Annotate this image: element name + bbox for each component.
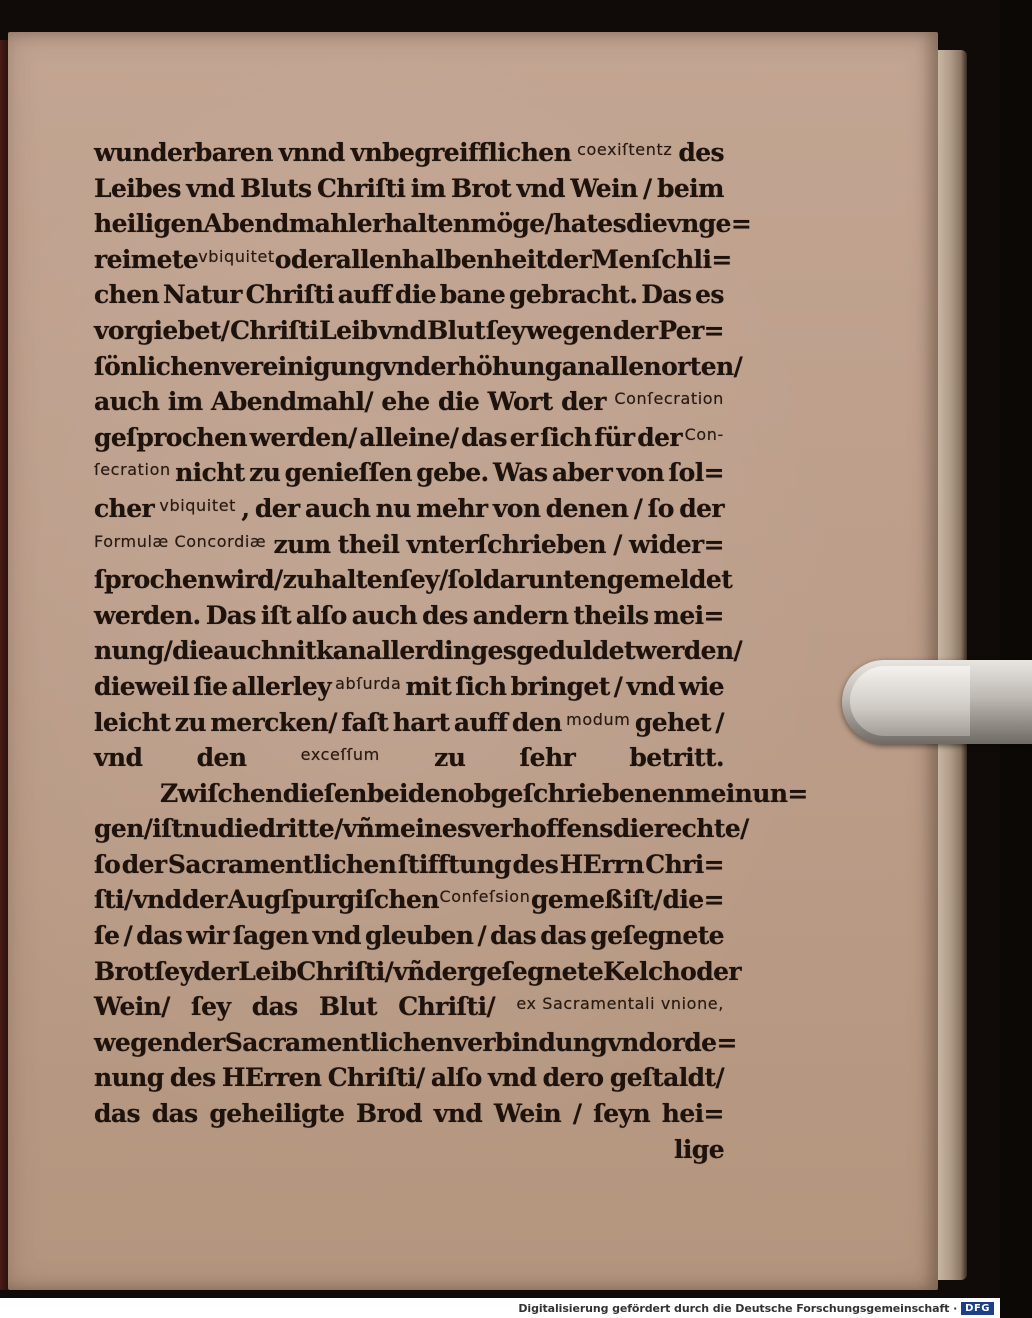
word: ſey (154, 956, 194, 986)
word: vereinigung (220, 351, 383, 381)
word: gehet (634, 707, 711, 737)
word: wird (214, 565, 275, 595)
word: vnd (312, 921, 361, 951)
word: Natur (162, 280, 242, 310)
word: gemeldet (606, 565, 733, 595)
word: Brod (356, 1099, 423, 1129)
word: meines (374, 814, 471, 844)
word: nu (375, 493, 411, 523)
word: verhoffens (470, 814, 613, 844)
word: Chriſti (230, 315, 319, 345)
word: meinun= (684, 778, 808, 808)
word: / (274, 565, 283, 595)
word: Leib (319, 315, 378, 345)
latin-term: Con- (684, 424, 724, 444)
word: des (512, 849, 559, 879)
word: zum (273, 529, 331, 559)
text-line (94, 1025, 737, 1061)
word: / (613, 671, 623, 701)
word: mehr (416, 493, 488, 523)
word: oder (680, 956, 741, 986)
word: beim (656, 173, 724, 203)
word: das (136, 921, 183, 951)
word: verbindung (453, 1027, 608, 1057)
word: vnd (377, 315, 427, 345)
word: gebe. (416, 458, 489, 488)
word: die (394, 280, 437, 310)
word: ſol (447, 565, 483, 595)
word: Das (641, 280, 692, 310)
word: den (511, 707, 562, 737)
word: , (241, 493, 250, 523)
word: ſie (193, 671, 228, 701)
word: ſo (647, 493, 674, 523)
word: allenhalbenheit (335, 244, 547, 274)
word: alleine/ (359, 422, 459, 452)
word: rechte/ (653, 814, 749, 844)
word: / (715, 707, 724, 737)
word: vnterſchrieben (406, 529, 606, 559)
word: erhöhung (430, 351, 562, 381)
book-page (8, 32, 938, 1290)
word: ſich (540, 422, 592, 452)
word: nicht (175, 458, 245, 488)
word: vnge= (667, 209, 752, 239)
word: orde= (655, 1027, 737, 1057)
word: das (94, 1099, 140, 1129)
word: Das (205, 600, 256, 630)
word: hei= (661, 1099, 724, 1129)
word: vnd (433, 1099, 483, 1129)
word: der (561, 387, 606, 417)
word: / (643, 173, 652, 203)
word: die (438, 387, 480, 417)
word: Menſchli= (591, 244, 732, 274)
word: bane (439, 280, 506, 310)
word: zu (282, 565, 314, 595)
word: ſtifftung (397, 849, 512, 879)
word: oder (274, 244, 336, 274)
latin-term: ſecration (94, 460, 171, 480)
word: ſich (455, 671, 507, 701)
text-line (94, 384, 724, 420)
word: der (612, 315, 658, 345)
word: geſprochen (94, 422, 247, 452)
word: ſeyn (593, 1099, 651, 1129)
word: die= (662, 885, 724, 915)
word: das (490, 921, 537, 951)
word: das (540, 921, 587, 951)
word: mercken/ (210, 707, 337, 737)
text-block (94, 135, 808, 1167)
catchword-line (94, 1132, 724, 1168)
latin-term: Conſecration (614, 389, 724, 409)
text-line (94, 1096, 724, 1132)
word: wunderbaren (94, 138, 273, 167)
word: iſt (260, 600, 291, 630)
word: wegen (525, 315, 612, 345)
word: gemeß (531, 885, 623, 915)
text-line (94, 776, 808, 812)
word: / (477, 921, 487, 951)
word: Abendmahl (203, 209, 357, 239)
text-line (94, 669, 724, 705)
word: vnd (94, 743, 143, 773)
word: dinges (427, 636, 517, 666)
text-line (94, 527, 724, 563)
dfg-logo: DFG (961, 1302, 994, 1315)
word: des (678, 138, 724, 167)
text-line (94, 206, 752, 242)
word: Blut (318, 992, 377, 1022)
word: des (169, 1063, 216, 1093)
word: werden. (94, 600, 201, 630)
word: an (561, 351, 595, 381)
word: leicht (94, 707, 171, 737)
word: er (509, 422, 538, 452)
word: zu (249, 458, 281, 488)
word: Chriſti/ (398, 992, 496, 1022)
word: denen (545, 493, 629, 523)
text-line (94, 242, 732, 278)
text-line (94, 740, 724, 776)
word: Chriſti/ (327, 1063, 425, 1093)
word: auch (351, 600, 418, 630)
word: faſt (341, 707, 389, 737)
word: betritt. (629, 743, 724, 773)
word: heiligen (94, 209, 204, 239)
text-line (94, 277, 724, 313)
word: Zwiſchen (160, 778, 283, 808)
word: von (616, 458, 665, 488)
word: ehe (381, 387, 430, 417)
word: theil (337, 529, 400, 559)
word: werden/ (249, 422, 357, 452)
word: Abendmahl/ (211, 387, 373, 417)
word: / (123, 921, 133, 951)
word: geſegnete (590, 921, 724, 951)
word: zu (174, 707, 206, 737)
word: obgeſchriebenen (457, 778, 685, 808)
latin-term: Confeſsion (439, 887, 531, 907)
word: die (612, 814, 654, 844)
binding-edge (0, 40, 8, 1290)
footer-strip (0, 1298, 1000, 1318)
word: geheiligte (209, 1099, 345, 1129)
word: der (180, 1027, 225, 1057)
word: von (492, 493, 541, 523)
word: nit (278, 636, 317, 666)
word: reimete (94, 244, 199, 274)
word: Sacramentlichen (224, 1027, 454, 1057)
word: der (679, 493, 724, 523)
word: vnbegreifflichen (350, 138, 572, 167)
text-line (94, 847, 724, 883)
word: orten/ (661, 351, 743, 381)
word: Kelch (603, 956, 681, 986)
word: Wein/ (94, 992, 170, 1022)
text-line (94, 1060, 724, 1096)
word: der (424, 956, 470, 986)
text-line (94, 811, 749, 847)
word: Brot (94, 956, 155, 986)
word: der (546, 244, 592, 274)
word: iſt/ (623, 885, 662, 915)
word: vnd (626, 671, 675, 701)
latin-term: coexiſtentz (577, 140, 673, 159)
text-line (94, 171, 724, 207)
word: der (254, 493, 300, 523)
word: geſegnete (469, 956, 604, 986)
word: Blut (427, 315, 486, 345)
word: vnd (607, 1027, 656, 1057)
word: vorgiebet/ (94, 315, 230, 345)
word: chen (94, 280, 160, 310)
text-line (94, 135, 724, 171)
text-line (94, 349, 743, 385)
word: im (410, 173, 446, 203)
word: HErrn (559, 849, 644, 879)
word: ſprochen (94, 565, 215, 595)
text-line (94, 562, 733, 598)
word: gebracht. (508, 280, 638, 310)
word: auff (453, 707, 508, 737)
word: es (695, 280, 724, 310)
word: vñ (342, 814, 375, 844)
word: auch (213, 636, 279, 666)
word: auff (337, 280, 392, 310)
word: die (217, 814, 259, 844)
word: gleuben (364, 921, 474, 951)
word: vnd (186, 173, 235, 203)
word: Leib (238, 956, 297, 986)
digitization-credit: Digitalisierung gefördert durch die Deutsche Forschungsgemeinschaft · (518, 1301, 958, 1315)
word: beiden (366, 778, 458, 808)
text-line (94, 954, 741, 990)
latin-term: vbiquitet (159, 495, 237, 515)
latin-term: abſurda (335, 673, 402, 693)
word: ſti/ (94, 885, 133, 915)
latin-term: ex Sacramentali vnione, (516, 994, 724, 1014)
word: alſo (430, 1063, 482, 1093)
word: der (637, 422, 682, 452)
word: vnd (382, 351, 431, 381)
word: vnnd (278, 138, 345, 167)
word: es (597, 209, 627, 239)
latin-term: exceſſum (300, 745, 380, 765)
word: dieſen (282, 778, 367, 808)
word: Sacramentlichen (167, 849, 397, 879)
word: auch (304, 493, 371, 523)
word: Was (493, 458, 548, 488)
word: ſönlichen (94, 351, 221, 381)
word: mit (405, 671, 452, 701)
word: / (633, 493, 643, 523)
word: die (172, 636, 214, 666)
word: dero (542, 1063, 604, 1093)
word: aller (365, 636, 428, 666)
word: das (461, 422, 508, 452)
text-line (94, 705, 724, 741)
text-line (94, 313, 724, 349)
word: cher (94, 493, 155, 523)
latin-term: modum (566, 709, 631, 729)
word: ſey (399, 565, 440, 595)
word: vñ (393, 956, 425, 986)
word: ſehr (519, 743, 576, 773)
word: der (182, 885, 227, 915)
text-line (94, 633, 743, 669)
word: Wort (487, 387, 553, 417)
word: kan (316, 636, 366, 666)
word: die (626, 209, 668, 239)
word: möge/ (470, 209, 554, 239)
latin-term: vbiquitet (198, 246, 275, 266)
word: darunten (482, 565, 607, 595)
word: iſt (152, 814, 183, 844)
word: erhalten (356, 209, 471, 239)
word: vnd (487, 1063, 537, 1093)
word: Leibes (94, 173, 181, 203)
word: wir (186, 921, 229, 951)
word: ſe (94, 921, 120, 951)
word: Chriſti/ (296, 956, 394, 986)
word: dieweil (94, 671, 190, 701)
word: allerley (231, 671, 332, 701)
word: nu (182, 814, 218, 844)
word: ſol= (668, 458, 724, 488)
word: allen (594, 351, 662, 381)
word: ſey (485, 315, 526, 345)
word: ſo (94, 849, 121, 879)
word: dritte/ (258, 814, 343, 844)
word: aber (551, 458, 613, 488)
word: alſo (295, 600, 347, 630)
word: ſey (191, 992, 231, 1022)
word: vnd (133, 885, 182, 915)
word: auch (94, 387, 160, 417)
word: nung/ (94, 636, 173, 666)
word: wider= (629, 529, 724, 559)
word: HErren (221, 1063, 322, 1093)
word: Bluts (240, 173, 312, 203)
word: geduldet (516, 636, 635, 666)
word: theils (573, 600, 649, 630)
word: des (422, 600, 468, 630)
word: hat (553, 209, 598, 239)
text-line (94, 918, 724, 954)
word: halten (313, 565, 400, 595)
word: das (151, 1099, 198, 1129)
word: bringet (510, 671, 610, 701)
text-line (94, 491, 724, 527)
word: werden/ (634, 636, 743, 666)
text-line (94, 420, 724, 456)
word: wegen (94, 1027, 180, 1057)
word: Brot (450, 173, 512, 203)
catchword: lige (674, 1134, 724, 1164)
word: den (196, 743, 247, 773)
word: Chriſti (316, 173, 406, 203)
word: Augſpurgiſchen (227, 885, 439, 915)
word: vnd (516, 173, 565, 203)
word: Chriſti (245, 280, 334, 310)
latin-term: Formulæ Concordiæ (94, 531, 267, 551)
word: der (193, 956, 239, 986)
text-line (94, 882, 724, 918)
word: wie (678, 671, 724, 701)
word: Chri= (645, 849, 724, 879)
word: gen/ (94, 814, 153, 844)
word: geſtaldt/ (609, 1063, 724, 1093)
word: genieſſen (284, 458, 412, 488)
word: ſagen (232, 921, 309, 951)
word: nung (94, 1063, 164, 1093)
text-line (94, 598, 724, 634)
word: zu (434, 743, 466, 773)
word: andern (472, 600, 569, 630)
word: im (167, 387, 203, 417)
word: mei= (653, 600, 724, 630)
word: Per= (658, 315, 724, 345)
word: / (613, 529, 622, 559)
text-line (94, 455, 724, 491)
page-clip (842, 660, 1032, 744)
word: der (121, 849, 167, 879)
word: Wein (493, 1099, 562, 1129)
word: / (572, 1099, 582, 1129)
word: hart (392, 707, 450, 737)
word: Wein (570, 173, 638, 203)
text-line (94, 989, 724, 1025)
word: für (594, 422, 635, 452)
word: / (439, 565, 448, 595)
word: das (251, 992, 298, 1022)
